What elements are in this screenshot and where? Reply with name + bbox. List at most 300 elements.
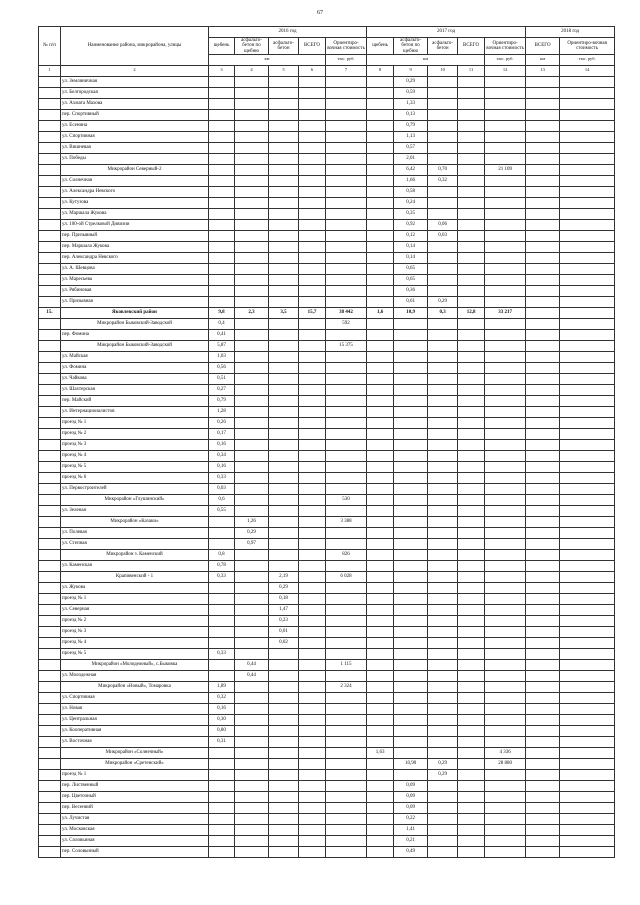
value-cell (485, 450, 526, 461)
value-cell (269, 538, 299, 549)
value-cell (299, 318, 326, 329)
header-year-2016: 2016 год (209, 27, 367, 38)
value-cell: 1,33 (394, 98, 428, 109)
value-cell: 1,6 (367, 307, 394, 318)
value-cell (209, 175, 235, 186)
value-cell (485, 560, 526, 571)
value-cell (394, 648, 428, 659)
table-row (39, 351, 615, 362)
value-cell (394, 373, 428, 384)
value-cell (428, 560, 458, 571)
header-year-2017: 2017 год (367, 27, 526, 38)
value-cell (367, 362, 394, 373)
value-cell (235, 153, 269, 164)
value-cell (299, 164, 326, 175)
table-row (39, 593, 615, 604)
value-cell (326, 395, 367, 406)
value-cell (458, 736, 485, 747)
value-cell (299, 373, 326, 384)
value-cell (394, 692, 428, 703)
row-number-cell (39, 417, 61, 428)
value-cell: 0,59 (394, 87, 428, 98)
value-cell (560, 197, 615, 208)
value-cell (299, 384, 326, 395)
row-number-cell (39, 692, 61, 703)
value-cell (209, 659, 235, 670)
value-cell (526, 835, 560, 846)
value-cell (269, 461, 299, 472)
value-cell (235, 758, 269, 769)
row-number-cell (39, 131, 61, 142)
value-cell (299, 109, 326, 120)
value-cell: 592 (326, 318, 367, 329)
value-cell (269, 395, 299, 406)
value-cell (326, 362, 367, 373)
table-row (39, 439, 615, 450)
value-cell (209, 626, 235, 637)
value-cell (526, 307, 560, 318)
street-name-cell: проезд № 4 (61, 450, 209, 461)
value-cell (485, 483, 526, 494)
value-cell (526, 461, 560, 472)
value-cell (485, 791, 526, 802)
value-cell (299, 758, 326, 769)
value-cell (209, 263, 235, 274)
value-cell (428, 472, 458, 483)
value-cell (269, 285, 299, 296)
value-cell (326, 802, 367, 813)
value-cell (367, 340, 394, 351)
value-cell (209, 637, 235, 648)
value-cell (526, 241, 560, 252)
street-name-cell: проезд № 1 (61, 769, 209, 780)
value-cell (269, 197, 299, 208)
value-cell (485, 538, 526, 549)
value-cell (326, 439, 367, 450)
value-cell (560, 747, 615, 758)
value-cell: 0,17 (209, 428, 235, 439)
value-cell (458, 703, 485, 714)
value-cell (299, 670, 326, 681)
value-cell (526, 76, 560, 87)
value-cell (485, 714, 526, 725)
col-number: 7 (326, 65, 367, 76)
value-cell: 1,03 (209, 351, 235, 362)
value-cell (428, 824, 458, 835)
value-cell: 0,35 (394, 208, 428, 219)
value-cell (428, 791, 458, 802)
value-cell (526, 98, 560, 109)
value-cell (367, 197, 394, 208)
value-cell (367, 373, 394, 384)
header-2017-gravel: щебень (367, 38, 394, 55)
value-cell (209, 219, 235, 230)
table-row (39, 692, 615, 703)
table-row (39, 813, 615, 824)
value-cell (560, 736, 615, 747)
value-cell (485, 285, 526, 296)
value-cell (269, 186, 299, 197)
value-cell (458, 692, 485, 703)
row-number-cell (39, 813, 61, 824)
value-cell (326, 648, 367, 659)
unit-km-2016: км (209, 54, 326, 65)
row-number-cell (39, 560, 61, 571)
value-cell (526, 571, 560, 582)
value-cell (458, 780, 485, 791)
value-cell (367, 406, 394, 417)
value-cell (485, 87, 526, 98)
value-cell (458, 362, 485, 373)
value-cell (394, 505, 428, 516)
row-number-cell (39, 197, 61, 208)
value-cell (458, 395, 485, 406)
value-cell: 0,58 (394, 186, 428, 197)
row-number-cell (39, 747, 61, 758)
value-cell (209, 98, 235, 109)
value-cell (326, 582, 367, 593)
row-number-cell (39, 362, 61, 373)
value-cell (235, 406, 269, 417)
value-cell: 0,02 (269, 637, 299, 648)
value-cell: 0,13 (394, 109, 428, 120)
value-cell: 3 388 (326, 516, 367, 527)
value-cell (326, 670, 367, 681)
value-cell (428, 835, 458, 846)
value-cell: 0,34 (209, 450, 235, 461)
value-cell (209, 527, 235, 538)
value-cell (485, 824, 526, 835)
value-cell (269, 747, 299, 758)
value-cell (269, 483, 299, 494)
value-cell (326, 769, 367, 780)
value-cell (367, 428, 394, 439)
value-cell (367, 670, 394, 681)
value-cell (269, 98, 299, 109)
value-cell (269, 417, 299, 428)
row-number-cell (39, 318, 61, 329)
value-cell (526, 373, 560, 384)
value-cell: 0,18 (269, 593, 299, 604)
value-cell (428, 153, 458, 164)
value-cell (394, 483, 428, 494)
value-cell (394, 351, 428, 362)
value-cell (367, 648, 394, 659)
value-cell (299, 692, 326, 703)
table-row (39, 637, 615, 648)
value-cell (235, 417, 269, 428)
value-cell (235, 494, 269, 505)
street-name-cell: ул. Лучистая (61, 813, 209, 824)
value-cell: 1,63 (367, 747, 394, 758)
value-cell (326, 153, 367, 164)
value-cell: 0,09 (394, 780, 428, 791)
value-cell: 0,33 (209, 472, 235, 483)
value-cell (485, 802, 526, 813)
value-cell (235, 582, 269, 593)
value-cell (526, 285, 560, 296)
value-cell (485, 428, 526, 439)
value-cell (526, 450, 560, 461)
value-cell (209, 747, 235, 758)
value-cell (299, 791, 326, 802)
value-cell (394, 472, 428, 483)
value-cell (299, 208, 326, 219)
value-cell (235, 395, 269, 406)
value-cell (209, 164, 235, 175)
value-cell (485, 219, 526, 230)
value-cell (560, 813, 615, 824)
value-cell (326, 560, 367, 571)
value-cell (209, 285, 235, 296)
table-row (39, 142, 615, 153)
row-number-cell (39, 626, 61, 637)
value-cell (269, 208, 299, 219)
value-cell (485, 648, 526, 659)
value-cell (560, 769, 615, 780)
value-cell (299, 725, 326, 736)
value-cell (428, 615, 458, 626)
value-cell: 0,23 (269, 615, 299, 626)
street-name-cell: пер. Маршала Жукова (61, 241, 209, 252)
value-cell (367, 120, 394, 131)
table-row (39, 846, 615, 857)
row-number-cell (39, 373, 61, 384)
street-name-cell: Микрорайон Северный-2 (61, 164, 209, 175)
value-cell (526, 747, 560, 758)
value-cell (458, 846, 485, 857)
value-cell (394, 615, 428, 626)
value-cell (560, 648, 615, 659)
value-cell (367, 439, 394, 450)
value-cell (299, 813, 326, 824)
col-number: 8 (367, 65, 394, 76)
table-row (39, 670, 615, 681)
row-number-cell (39, 98, 61, 109)
value-cell (299, 582, 326, 593)
value-cell (367, 318, 394, 329)
value-cell (235, 208, 269, 219)
table-row (39, 362, 615, 373)
value-cell (526, 131, 560, 142)
value-cell: 0,6 (209, 494, 235, 505)
value-cell (526, 846, 560, 857)
value-cell (235, 714, 269, 725)
value-cell (235, 384, 269, 395)
row-number-cell (39, 769, 61, 780)
value-cell (485, 329, 526, 340)
value-cell (269, 549, 299, 560)
row-number-cell (39, 285, 61, 296)
value-cell (235, 439, 269, 450)
value-cell (526, 615, 560, 626)
value-cell (269, 670, 299, 681)
row-number-cell (39, 296, 61, 307)
value-cell (560, 604, 615, 615)
row-number-cell (39, 164, 61, 175)
value-cell (485, 241, 526, 252)
value-cell: 0,29 (394, 76, 428, 87)
value-cell: 0,32 (428, 175, 458, 186)
value-cell (326, 472, 367, 483)
table-row (39, 109, 615, 120)
table-row (39, 120, 615, 131)
row-number-cell (39, 230, 61, 241)
value-cell (367, 296, 394, 307)
table-row (39, 505, 615, 516)
value-cell (560, 461, 615, 472)
street-name-cell: ул. Шахтерская (61, 384, 209, 395)
value-cell (458, 131, 485, 142)
value-cell (428, 714, 458, 725)
value-cell (299, 615, 326, 626)
table-row (39, 175, 615, 186)
unit-km-2017: км (367, 54, 485, 65)
value-cell (269, 384, 299, 395)
value-cell (458, 285, 485, 296)
value-cell (526, 703, 560, 714)
col-number: 13 (526, 65, 560, 76)
value-cell: 0,33 (209, 571, 235, 582)
value-cell (326, 87, 367, 98)
value-cell (326, 505, 367, 516)
value-cell (269, 648, 299, 659)
value-cell (485, 131, 526, 142)
value-cell (367, 87, 394, 98)
value-cell (269, 340, 299, 351)
value-cell (235, 164, 269, 175)
row-number-cell (39, 241, 61, 252)
value-cell (209, 197, 235, 208)
value-cell (299, 648, 326, 659)
value-cell (428, 395, 458, 406)
value-cell (560, 615, 615, 626)
value-cell (269, 373, 299, 384)
value-cell (428, 626, 458, 637)
table-row (39, 252, 615, 263)
street-name-cell: ул. Молодежная (61, 670, 209, 681)
value-cell (235, 351, 269, 362)
value-cell (526, 263, 560, 274)
value-cell (428, 846, 458, 857)
value-cell (560, 395, 615, 406)
value-cell (560, 714, 615, 725)
value-cell (560, 153, 615, 164)
value-cell (428, 703, 458, 714)
value-cell: 0,41 (209, 329, 235, 340)
value-cell (235, 340, 269, 351)
value-cell (560, 175, 615, 186)
value-cell (235, 560, 269, 571)
row-number-cell (39, 274, 61, 285)
value-cell (235, 318, 269, 329)
value-cell (485, 516, 526, 527)
street-name-cell: пер. Весенний (61, 802, 209, 813)
value-cell (367, 582, 394, 593)
value-cell (235, 87, 269, 98)
value-cell (326, 593, 367, 604)
row-number-cell (39, 219, 61, 230)
value-cell (485, 549, 526, 560)
value-cell (209, 846, 235, 857)
value-cell (235, 725, 269, 736)
value-cell: 28 880 (485, 758, 526, 769)
table-row (39, 285, 615, 296)
value-cell: 0,44 (235, 670, 269, 681)
value-cell: 0,79 (394, 120, 428, 131)
value-cell (235, 428, 269, 439)
value-cell (458, 329, 485, 340)
value-cell (485, 263, 526, 274)
value-cell (394, 538, 428, 549)
value-cell: 38 442 (326, 307, 367, 318)
value-cell (269, 692, 299, 703)
street-name-cell: Микрорайон «Солнечный» (61, 747, 209, 758)
street-name-cell: ул. Чайкова (61, 373, 209, 384)
value-cell (209, 615, 235, 626)
value-cell (235, 505, 269, 516)
street-name-cell: проезд № 1 (61, 417, 209, 428)
value-cell (560, 824, 615, 835)
col-number: 14 (560, 65, 615, 76)
value-cell (235, 780, 269, 791)
value-cell (428, 494, 458, 505)
table-row (39, 329, 615, 340)
value-cell (367, 505, 394, 516)
value-cell (209, 274, 235, 285)
value-cell (326, 175, 367, 186)
row-number-cell (39, 824, 61, 835)
value-cell (428, 142, 458, 153)
value-cell (367, 692, 394, 703)
value-cell (560, 109, 615, 120)
col-number: 12 (485, 65, 526, 76)
value-cell (526, 109, 560, 120)
value-cell (269, 703, 299, 714)
table-row (39, 274, 615, 285)
value-cell (485, 736, 526, 747)
street-name-cell: ул. Солнечная (61, 175, 209, 186)
value-cell (394, 604, 428, 615)
value-cell (299, 197, 326, 208)
value-cell (526, 296, 560, 307)
value-cell: 826 (326, 549, 367, 560)
value-cell (485, 373, 526, 384)
street-name-cell: ул. Победы (61, 153, 209, 164)
value-cell (367, 813, 394, 824)
row-number-cell (39, 439, 61, 450)
value-cell (299, 274, 326, 285)
table-row (39, 76, 615, 87)
value-cell (485, 780, 526, 791)
value-cell (299, 87, 326, 98)
value-cell (428, 538, 458, 549)
row-number-cell (39, 351, 61, 362)
header-name: Наименование района, микрорайона, улицы (61, 27, 209, 66)
value-cell (367, 109, 394, 120)
value-cell (560, 571, 615, 582)
header-2017-asphalt-gravel: асфальто-бетон по щебню (394, 38, 428, 55)
value-cell (428, 428, 458, 439)
value-cell: 1,26 (235, 516, 269, 527)
value-cell (428, 417, 458, 428)
value-cell (299, 241, 326, 252)
header-2016-total: ВСЕГО (299, 38, 326, 55)
value-cell (458, 604, 485, 615)
value-cell (428, 813, 458, 824)
value-cell (326, 747, 367, 758)
value-cell (299, 659, 326, 670)
